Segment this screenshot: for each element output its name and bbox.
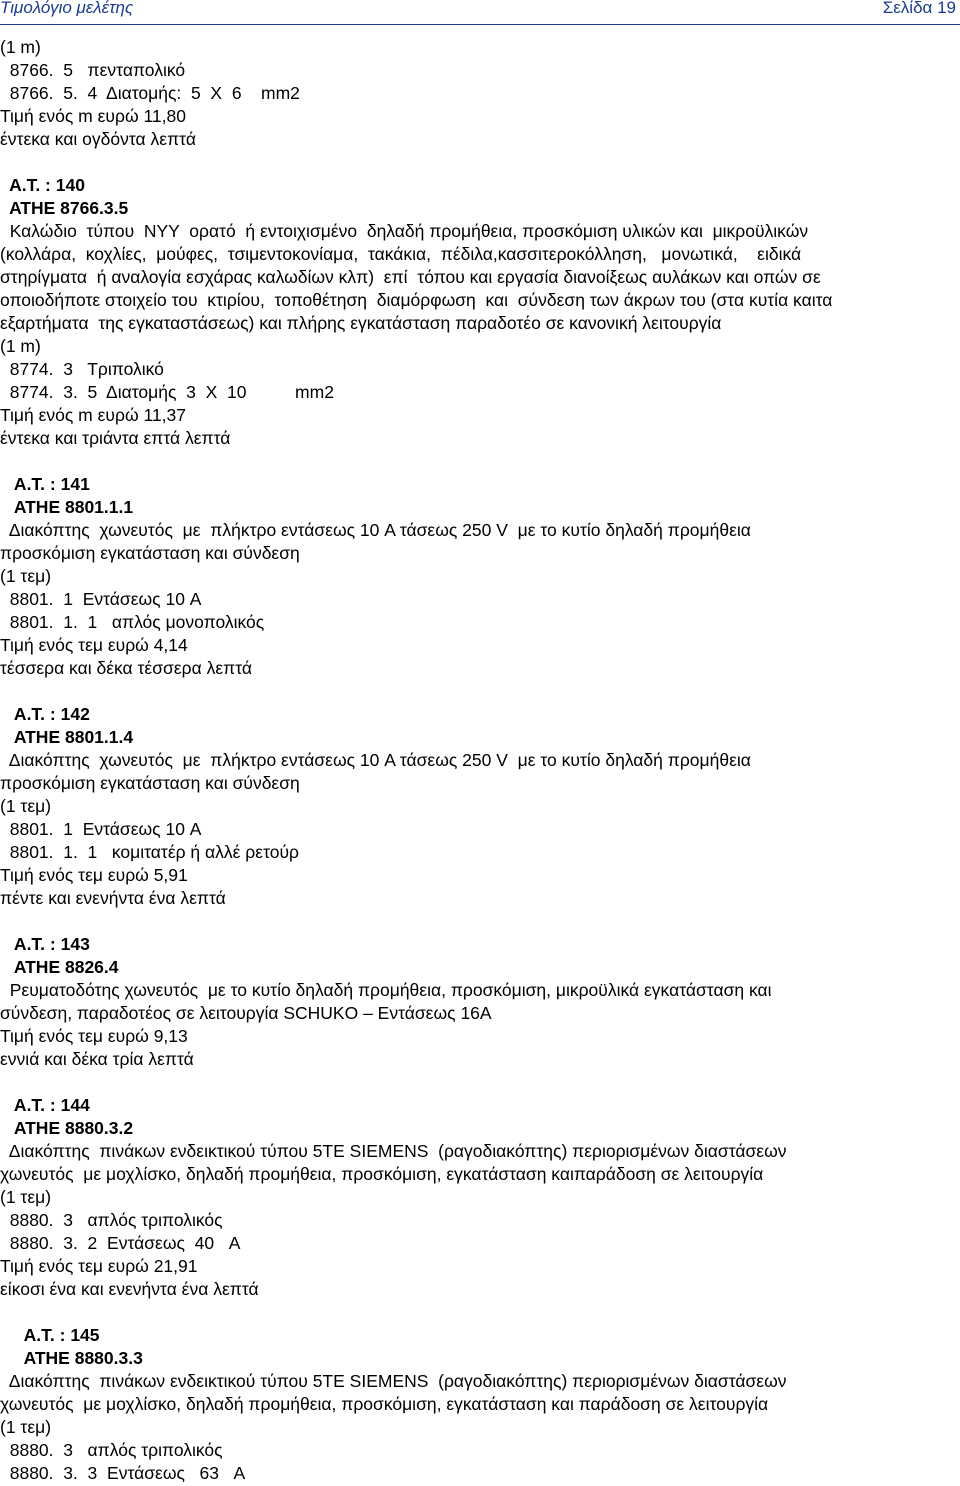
- text-line: Διακόπτης χωνευτός με πλήκτρο εντάσεως 10 A τάσεως 250 V με το κυτίο δηλαδή προμήθεια: [0, 520, 751, 540]
- text-line: (1 τεμ): [0, 1417, 52, 1437]
- text-line: Τιμή ενός τεμ ευρώ 21,91: [0, 1256, 198, 1276]
- text-line: Ρευματοδότης χωνευτός με το κυτίο δηλαδή προμήθεια, προσκόμιση, μικροϋλικά εγκατάσταση και: [0, 980, 772, 1000]
- text-line: 8766. 5. 4 Διατομής: 5 X 6 mm2: [0, 83, 300, 103]
- document-title: Τιμολόγιο μελέτης: [0, 0, 134, 17]
- page-number: Σελίδα 19: [882, 0, 956, 17]
- text-line: Διακόπτης πινάκων ενδεικτικού τύπου 5TE SIEMENS (ραγοδιακόπτης) περιορισμένων διαστάσεων: [0, 1371, 787, 1391]
- text-line: χωνευτός με μοχλίσκο, δηλαδή προμήθεια, προσκόμιση, εγκατάσταση και παράδοση σε λειτουργία: [0, 1394, 769, 1414]
- text-line: Τιμή ενός τεμ ευρώ 4,14: [0, 635, 188, 655]
- text-line: 8801. 1 Εντάσεως 10 A: [0, 589, 202, 609]
- text-line: Διακόπτης πινάκων ενδεικτικού τύπου 5TE SIEMENS (ραγοδιακόπτης) περιορισμένων διαστάσεων: [0, 1141, 787, 1161]
- item-code-line: ΑΤΗΕ 8766.3.5: [0, 198, 129, 218]
- text-line: 8880. 3 απλός τριπολικός: [0, 1210, 223, 1230]
- text-line: Τιμή ενός m ευρώ 11,37: [0, 405, 186, 425]
- text-line: (1 m): [0, 37, 41, 57]
- item-code-line: ΑΤΗΕ 8880.3.2: [0, 1118, 134, 1138]
- text-line: χωνευτός με μοχλίσκο, δηλαδή προμήθεια, προσκόμιση, εγκατάσταση καιπαράδοση σε λειτουργία: [0, 1164, 764, 1184]
- text-line: Τιμή ενός τεμ ευρώ 5,91: [0, 865, 188, 885]
- text-line: τέσσερα και δέκα τέσσερα λεπτά: [0, 658, 252, 678]
- text-line: (1 m): [0, 336, 41, 356]
- text-line: έντεκα και τριάντα επτά λεπτά: [0, 428, 231, 448]
- page-header: [0, 0, 960, 20]
- text-line: Διακόπτης χωνευτός με πλήκτρο εντάσεως 10 A τάσεως 250 V με το κυτίο δηλαδή προμήθεια: [0, 750, 751, 770]
- item-code-line: ΑΤΗΕ 8801.1.1: [0, 497, 134, 517]
- header-divider: [0, 24, 960, 25]
- item-code-line: A.T. : 141: [0, 474, 90, 494]
- text-line: εξαρτήματα της εγκαταστάσεως) και πλήρης εγκατάσταση παραδοτέο σε κανονική λειτουργία: [0, 313, 722, 333]
- text-line: Τιμή ενός m ευρώ 11,80: [0, 106, 186, 126]
- text-line: 8880. 3. 3 Εντάσεως 63 A: [0, 1463, 246, 1483]
- text-line: Καλώδιο τύπου NYY ορατό ή εντοιχισμένο δηλαδή προμήθεια, προσκόμιση υλικών και μικροϋλικών: [0, 221, 809, 241]
- text-line: πέντε και ενενήντα ένα λεπτά: [0, 888, 226, 908]
- text-line: 8774. 3. 5 Διατομής 3 X 10 mm2: [0, 382, 334, 402]
- text-line: σύνδεση, παραδοτέος σε λειτουργία SCHUKO – Εντάσεως 16A: [0, 1003, 492, 1023]
- text-line: 8801. 1 Εντάσεως 10 A: [0, 819, 202, 839]
- text-line: στηρίγματα ή αναλογία εσχάρας καλωδίων κλπ) επί τόπου και εργασία διανοίξεως αυλάκων και οπών σε: [0, 267, 821, 287]
- text-line: (1 τεμ): [0, 796, 52, 816]
- text-line: 8801. 1. 1 κομιτατέρ ή αλλέ ρετούρ: [0, 842, 299, 862]
- item-code-line: ΑΤΗΕ 8826.4: [0, 957, 119, 977]
- text-line: έντεκα και ογδόντα λεπτά: [0, 129, 196, 149]
- item-code-line: A.T. : 140: [0, 175, 85, 195]
- item-code-line: ΑΤΗΕ 8880.3.3: [0, 1348, 143, 1368]
- text-line: 8801. 1. 1 απλός μονοπολικός: [0, 612, 265, 632]
- text-line: (1 τεμ): [0, 566, 52, 586]
- text-line: (κολλάρα, κοχλίες, μούφες, τσιμεντοκονίαμα, τακάκια, πέδιλα,κασσιτεροκόλληση, μονωτικά, ειδικά: [0, 244, 802, 264]
- text-line: 8766. 5 πενταπολικό: [0, 60, 186, 80]
- text-line: οποιοδήποτε στοιχείο του κτιρίου, τοποθέτηση διαμόρφωση και σύνδεση των άκρων του (στα κυτία καιτα: [0, 290, 833, 310]
- item-code-line: A.T. : 142: [0, 704, 90, 724]
- text-line: προσκόμιση εγκατάσταση και σύνδεση: [0, 543, 300, 563]
- text-line: 8880. 3 απλός τριπολικός: [0, 1440, 223, 1460]
- item-code-line: ΑΤΗΕ 8801.1.4: [0, 727, 134, 747]
- text-line: 8880. 3. 2 Εντάσεως 40 A: [0, 1233, 241, 1253]
- text-line: είκοσι ένα και ενενήντα ένα λεπτά: [0, 1279, 259, 1299]
- text-line: προσκόμιση εγκατάσταση και σύνδεση: [0, 773, 300, 793]
- text-line: Τιμή ενός τεμ ευρώ 9,13: [0, 1026, 188, 1046]
- text-line: εννιά και δέκα τρία λεπτά: [0, 1049, 194, 1069]
- item-code-line: A.T. : 143: [0, 934, 90, 954]
- text-line: (1 τεμ): [0, 1187, 52, 1207]
- item-code-line: A.T. : 145: [0, 1325, 100, 1345]
- item-code-line: A.T. : 144: [0, 1095, 90, 1115]
- text-line: 8774. 3 Τριπολικό: [0, 359, 164, 379]
